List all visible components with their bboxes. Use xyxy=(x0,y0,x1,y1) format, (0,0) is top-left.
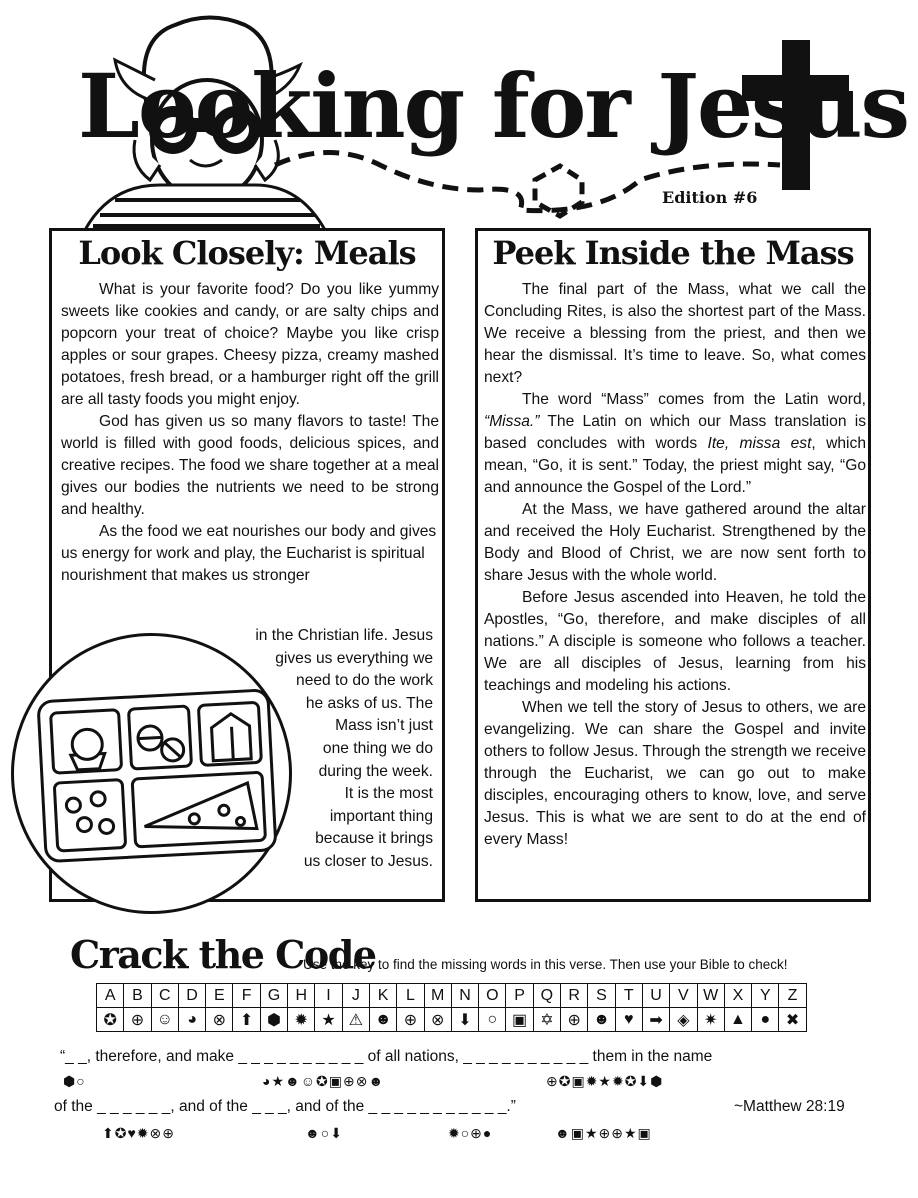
key-symbol-icon: ♥ xyxy=(615,1008,642,1032)
key-symbol-icon: ◕ xyxy=(178,1008,205,1032)
meals-paragraph-2: God has given us so many flavors to taste! The world is filled with good foods, delicious spices, and creative recipes. The food we share together at a meal gives our bodies the nutrients we need to be strong and healthy. xyxy=(61,413,439,518)
key-symbol-icon: ★ xyxy=(315,1008,342,1032)
key-symbol-icon: ▲ xyxy=(724,1008,751,1032)
key-letter: C xyxy=(151,984,178,1008)
key-letter: P xyxy=(506,984,533,1008)
mass-paragraph-2: The word “Mass” comes from the Latin word, “Missa.” The Latin on which our Mass translation is based concludes with words Ite, missa est, which mean, “Go, it is sent.” Today, the priest might say, “Go and announce the Gospel of the Lord.” xyxy=(484,391,866,496)
key-letter: S xyxy=(588,984,615,1008)
code-key-table xyxy=(96,983,807,1032)
meals-paragraph-3: As the food we eat nourishes our body and gives us energy for work and play, the Eucharist is spiritual nourishment that makes us stronger xyxy=(61,523,437,584)
key-letter: N xyxy=(451,984,478,1008)
key-symbol-icon: ☻ xyxy=(369,1008,396,1032)
key-letter: W xyxy=(697,984,724,1008)
key-letter: U xyxy=(642,984,669,1008)
key-symbol-icon: ✪ xyxy=(97,1008,124,1032)
key-symbol-icon: ○ xyxy=(479,1008,506,1032)
key-letter: H xyxy=(288,984,315,1008)
look-closely-heading: Look Closely: Meals xyxy=(78,234,416,272)
key-symbol-icon: ⊗ xyxy=(424,1008,451,1032)
key-symbol-icon: ▣ xyxy=(506,1008,533,1032)
key-symbol-icon: ➡ xyxy=(642,1008,669,1032)
key-letter: R xyxy=(561,984,588,1008)
key-letter: X xyxy=(724,984,751,1008)
wrap-line: It is the most xyxy=(344,785,433,803)
page-title: Looking for Jesus xyxy=(78,54,909,158)
wrap-line: one thing we do xyxy=(322,739,433,757)
key-symbol-icon: ◈ xyxy=(670,1008,697,1032)
key-symbol-icon: ✖ xyxy=(779,1008,806,1032)
peek-inside-box xyxy=(475,228,871,902)
key-letter: T xyxy=(615,984,642,1008)
key-symbol-icon: ⬇ xyxy=(451,1008,478,1032)
wrap-line: gives us everything we xyxy=(275,649,433,667)
wrap-line: need to do the work xyxy=(296,672,433,690)
key-symbol-icon: ⬆ xyxy=(233,1008,260,1032)
code-word-son: ☻○⬇ xyxy=(305,1125,343,1141)
key-symbol-icon: ☺ xyxy=(151,1008,178,1032)
key-letter: K xyxy=(369,984,396,1008)
key-letter: O xyxy=(479,984,506,1008)
mass-paragraph-1: The final part of the Mass, what we call the Concluding Rites, is also the shortest part of the Mass. We receive a blessing from the priest, and then we hear the dismissal. It’s time to leave. So, what comes next? xyxy=(484,281,866,386)
key-symbol-icon: ⊗ xyxy=(206,1008,233,1032)
mass-paragraph-5: When we tell the story of Jesus to others, we are evangelizing. We can share the Gospel and invite others to follow Jesus. Through the strength we receive through the Eucharist, we can go out to make disciples, encouraging others to know, love, and serve Jesus. This is what we are sent to do at the end of every Mass! xyxy=(484,699,866,848)
key-symbol-icon: ⊕ xyxy=(124,1008,151,1032)
verse-line-1: “_ _, therefore, and make _ _ _ _ _ _ _ _ _ _ of all nations, _ _ _ _ _ _ _ _ _ _ them in the name xyxy=(60,1048,713,1065)
key-letter: D xyxy=(178,984,205,1008)
key-symbol-icon: ⊕ xyxy=(561,1008,588,1032)
key-letter: G xyxy=(260,984,287,1008)
key-letter: M xyxy=(424,984,451,1008)
peek-inside-heading: Peek Inside the Mass xyxy=(492,234,854,272)
key-symbol-icon: ☻ xyxy=(588,1008,615,1032)
wrap-line: he asks of us. The xyxy=(305,694,433,712)
key-symbol-icon: ⚠ xyxy=(342,1008,369,1032)
mass-paragraph-3: At the Mass, we have gathered around the altar and received the Holy Eucharist. Strengthened by the Body and Blood of Christ, we are now sent forth to share Jesus with the whole world. xyxy=(484,501,866,584)
wrap-line: during the week. xyxy=(318,762,433,780)
key-symbol-icon: ⊕ xyxy=(397,1008,424,1032)
code-word-go: ⬢○ xyxy=(63,1073,86,1089)
crack-the-code-instructions: Use the key to find the missing words in this verse. Then use your Bible to check! xyxy=(303,957,788,972)
key-symbol-icon: ✹ xyxy=(288,1008,315,1032)
edition-label: Edition #6 xyxy=(662,188,758,207)
verse-citation: ~Matthew 28:19 xyxy=(734,1098,845,1115)
key-symbol-icon: ✡ xyxy=(533,1008,560,1032)
key-letter: Y xyxy=(752,984,779,1008)
key-letter: J xyxy=(342,984,369,1008)
key-symbol-icon: ✷ xyxy=(697,1008,724,1032)
verse-line-2: of the _ _ _ _ _ _, and of the _ _ _, and of the _ _ _ _ _ _ _ _ _ _ _.” xyxy=(54,1098,516,1115)
key-letter: L xyxy=(397,984,424,1008)
wrap-line: important thing xyxy=(329,807,433,825)
lunch-tray-illustration xyxy=(11,633,292,914)
code-word-disciples: ◕★☻☺✪▣⊕⊗☻ xyxy=(262,1073,385,1089)
wrap-line: Mass isn’t just xyxy=(335,717,433,735)
code-word-baptizing: ⊕✪▣✹★✹✪⬇⬢ xyxy=(546,1073,664,1089)
key-letter: A xyxy=(97,984,124,1008)
wrap-line: in the Christian life. Jesus xyxy=(255,627,433,644)
key-symbol-icon: ● xyxy=(752,1008,779,1032)
key-letter: B xyxy=(124,984,151,1008)
code-word-father: ⬆✪♥✹⊗⊕ xyxy=(102,1125,175,1141)
meals-paragraph-1: What is your favorite food? Do you like yummy sweets like cookies and candy, or are salty chips and popcorn your treat of choice? Maybe you like crisp apples or sour grapes. Cheesy pizza, creamy mashed potatoes, fresh bread, or a hamburger right off the grill are all tasty foods you might enjoy. xyxy=(61,281,439,408)
wrap-line: because it brings xyxy=(315,830,433,848)
key-letter: Z xyxy=(779,984,806,1008)
key-letter: E xyxy=(206,984,233,1008)
code-word-holy: ✹○⊕● xyxy=(448,1125,493,1141)
mass-paragraph-4: Before Jesus ascended into Heaven, he told the Apostles, “Go, therefore, and make disciples of all nations.” A disciple is someone who follows a teacher. We are all disciples of Jesus, learning from his teachings and modeling his actions. xyxy=(484,589,866,694)
key-letter: I xyxy=(315,984,342,1008)
wrap-line: us closer to Jesus. xyxy=(303,852,433,870)
key-letter: F xyxy=(233,984,260,1008)
key-letter: Q xyxy=(533,984,560,1008)
crack-the-code-title: Crack the Code xyxy=(70,932,376,977)
key-symbol-icon: ⬢ xyxy=(260,1008,287,1032)
code-word-spirit: ☻▣★⊕⊕★▣ xyxy=(555,1125,652,1141)
key-letter: V xyxy=(670,984,697,1008)
